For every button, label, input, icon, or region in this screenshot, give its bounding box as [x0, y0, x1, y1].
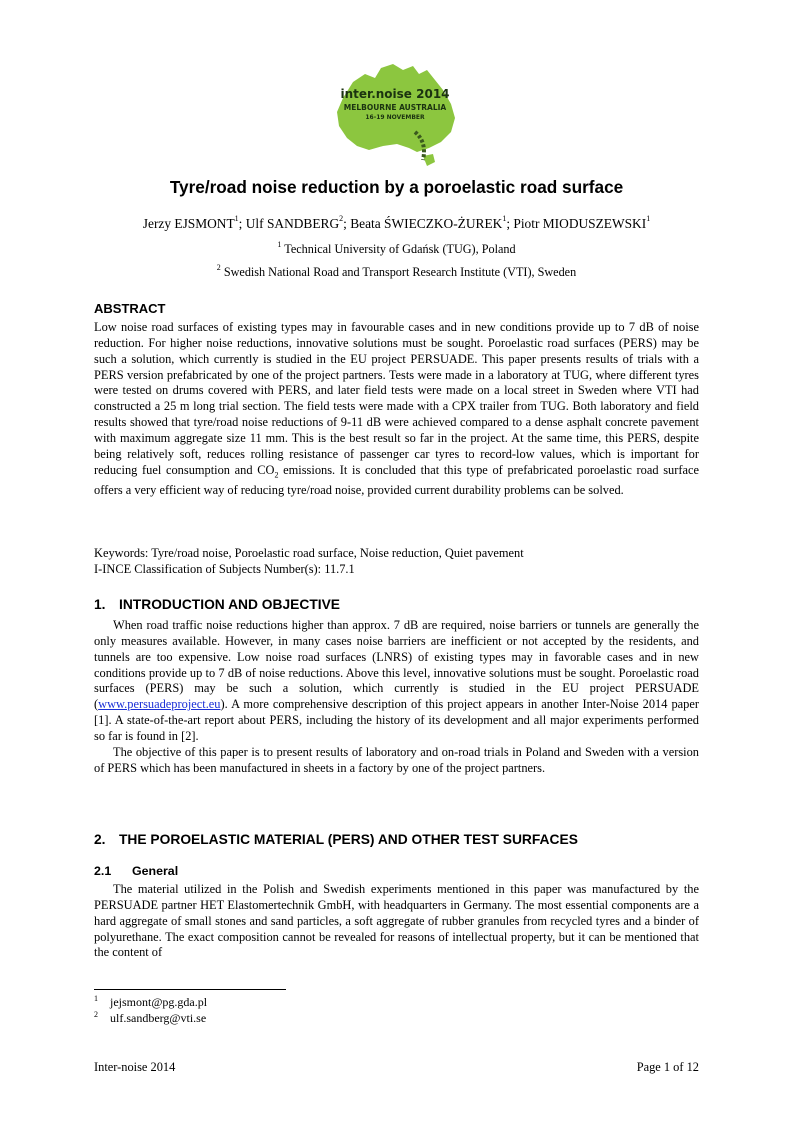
author-affiliation-mark: 1 — [502, 214, 507, 223]
footnote-2-text: ulf.sandberg@vti.se — [110, 1011, 207, 1025]
keywords: Keywords: Tyre/road noise, Poroelastic road surface, Noise reduction, Quiet pavement — [94, 546, 524, 560]
footer-conference: Inter-noise 2014 — [94, 1060, 176, 1074]
affiliation-1-text: Technical University of Gdańsk (TUG), Poland — [284, 242, 516, 256]
abstract-text-a: Low noise road surfaces of existing types may in favourable cases and in new conditions provide up to 7 dB of noise reduction. For higher noise reductions, innovative solutions must be sought. Poroelastic road surfaces (PERS) may be such a solution, which currently is studied in the EU project PERSUADE. This paper presents results of trials with a PERS version prefabricated by one of the project partners. Tests were made in a laboratory at TUG, where different tyres were tested on drums covered with PERS, and later field tests were made on a local street in Sweden where VTI had constructed a 25 m long trial section. The field tests were made with a CPX trailer from TUG. Both laboratory and field results showed that tyre/road noise reductions of 9-11 dB were achieved compared to a dense asphalt concrete pavement with maximum aggregate size 11 mm. This is the best result so far in the project. At the same time, this PERS, despite being relatively soft, reduces rolling resistance of passenger car tyres to record-low values, which is important for reducing fuel consumption and CO — [94, 320, 699, 477]
logo-line3: 16-19 NOVEMBER — [365, 114, 425, 121]
author-separator: ; — [238, 216, 246, 231]
subsection-2-1-number: 2.1 — [94, 864, 112, 878]
section-2-body — [94, 882, 699, 961]
author-affiliation-mark: 2 — [339, 214, 344, 223]
subsection-2-1-title: General — [132, 864, 179, 878]
section-1-body — [94, 618, 699, 776]
section-1-paragraph-2: The objective of this paper is to present results of laboratory and on-road trials in Poland and Sweden with a version of PERS which has been manufactured in sheets in a factory by one of the project partners. — [94, 744, 699, 775]
logo-line2: MELBOURNE AUSTRALIA — [343, 103, 447, 112]
author-affiliation-mark: 1 — [234, 214, 239, 223]
section-1-number: 1. — [94, 597, 106, 612]
author-name: Beata ŚWIECZKO-ŻUREK — [350, 216, 503, 231]
affiliation-2 — [0, 265, 793, 280]
conference-logo — [323, 60, 468, 175]
footnote-1 — [94, 995, 207, 1010]
australia-map-icon — [323, 60, 468, 175]
author-name: Ulf SANDBERG — [245, 216, 340, 231]
paper-title: Tyre/road noise reduction by a poroelastic road surface — [169, 177, 624, 197]
section-2-paragraph-1: The material utilized in the Polish and Swedish experiments mentioned in this paper was manufactured by the PERSUADE partner HET Elastomertechnik GmbH, with headquarters in Germany. The most essential components are a hard aggregate of small stones and sand particles, a soft aggregate of rubber granules from recycled tyres and a binder of polyurethane. The exact composition cannot be revealed for reasons of intellectual property, but it can be mentioned that the content of — [94, 882, 699, 960]
affiliation-2-text: Swedish National Road and Transport Research Institute (VTI), Sweden — [223, 265, 577, 279]
section-1-title: INTRODUCTION AND OBJECTIVE — [119, 597, 341, 612]
section-2-heading — [94, 832, 578, 847]
abstract-text-b: emissions. It is concluded that this type of prefabricated poroelastic road surface offers a very efficient way of reducing tyre/road noise, provided current durability problems can be solved. — [94, 462, 700, 497]
author-list — [0, 216, 793, 232]
abstract-heading: ABSTRACT — [94, 301, 166, 316]
logo-line1: inter.noise 2014 — [340, 87, 450, 101]
author-affiliation-mark: 1 — [646, 214, 651, 223]
project-link[interactable]: www.persuadeproject.eu — [98, 697, 221, 712]
footnote-rule — [94, 989, 286, 990]
affiliation-2-number: 2 — [216, 263, 221, 272]
classification: I-INCE Classification of Subjects Number(s): 11.7.1 — [94, 562, 355, 576]
affiliation-1-number: 1 — [277, 240, 282, 249]
section-1-heading — [94, 597, 340, 612]
section-2-number: 2. — [94, 832, 106, 847]
subsection-2-1-heading — [94, 864, 178, 878]
author-name: Piotr MIODUSZEWSKI — [513, 216, 647, 231]
section-1-p1-a: When road traffic noise reductions higher than approx. 7 dB are required, noise barriers or tunnels are generally the only measures available. However, in many cases noise barriers are inefficient or not accepted by the residents, and tunnels are too expensive. Low noise road surfaces (LNRS) of existing types may in favorable cases and in new conditions provide up to 7 dB of noise reductions. Above this level, innovative solutions must be sought. Poroelastic road surfaces (PERS) may be such a solution, which currently is studied in the EU project PERSUADE ( — [94, 618, 699, 712]
footnote-2-number: 2 — [94, 1010, 98, 1019]
footnote-1-text: jejsmont@pg.gda.pl — [110, 995, 208, 1009]
section-1-paragraph-1 — [94, 618, 699, 745]
footer-page-number: Page 1 of 12 — [636, 1060, 699, 1074]
author-name: Jerzy EJSMONT — [142, 216, 235, 231]
footnote-1-number: 1 — [94, 994, 98, 1003]
author-separator: ; — [506, 216, 514, 231]
footnote-2 — [94, 1011, 206, 1026]
section-1-p1-b: ). A more comprehensive description of this project appears in another Inter-Noise 2014 paper [1]. A state-of-the-art report about PERS, including the history of its development and all major experiments performed so far is found in [2]. — [94, 697, 699, 743]
section-2-title: THE POROELASTIC MATERIAL (PERS) AND OTHER TEST SURFACES — [119, 832, 578, 847]
abstract-text — [94, 320, 699, 499]
affiliation-1 — [0, 242, 793, 257]
author-separator: ; — [343, 216, 351, 231]
abstract-subscript: 2 — [274, 470, 279, 480]
